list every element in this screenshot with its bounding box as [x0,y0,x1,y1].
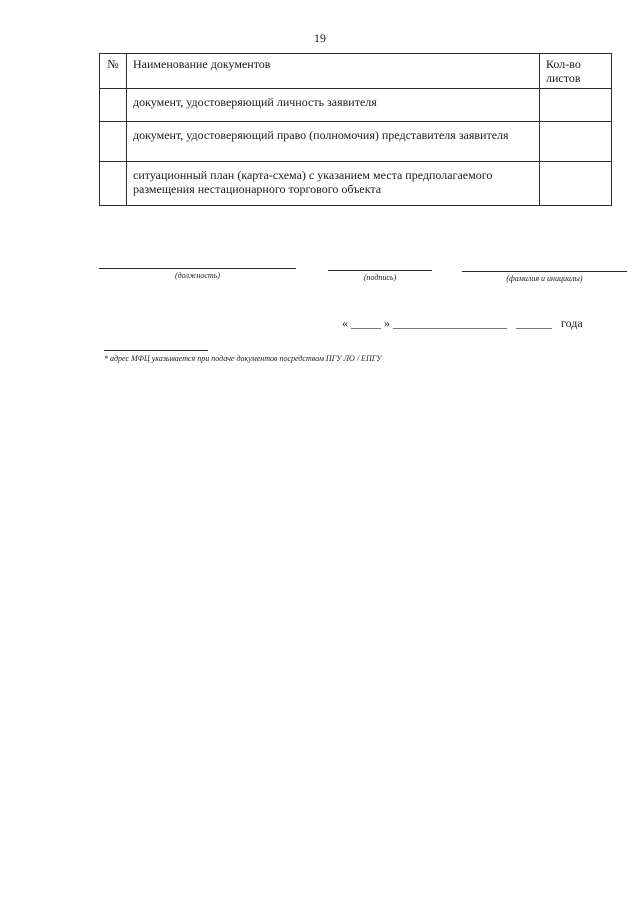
sheet-count-cell [540,122,612,162]
column-header-number: № [100,54,127,89]
date-day-blank: _____ [351,316,381,330]
date-close-quote: » [384,316,390,330]
date-month-blank: ___________________ [393,316,507,330]
row-number-cell [100,89,127,122]
footnote-text: * адрес МФЦ указывается при подаче документов посредством ПГУ ЛО / ЕПГУ [104,354,382,363]
sheet-count-cell [540,162,612,206]
page-number: 19 [314,31,326,45]
name-signature-line [462,271,627,272]
table-row [100,122,612,162]
name-caption: (фамилия и инициалы) [506,274,583,283]
signature-caption: (подпись) [363,273,397,282]
column-header-sheet-count: Кол-во листов [540,54,612,89]
document-name-cell: документ, удостоверяющий личность заявителя [127,89,540,122]
table-row [100,89,612,122]
sheet-count-cell [540,89,612,122]
column-header-document-name: Наименование документов [127,54,540,89]
date-row [342,316,583,331]
row-number-cell [100,162,127,206]
documents-table [99,53,612,206]
table-header-row [100,54,612,89]
document-name-cell: документ, удостоверяющий право (полномочия) представителя заявителя [127,122,540,162]
position-signature-line [99,268,296,269]
date-year-blank: ______ [516,316,552,330]
date-year-word: года [561,316,583,330]
row-number-cell [100,122,127,162]
document-name-cell: ситуационный план (карта-схема) с указанием места предполагаемого размещения нестационарного торгового объекта [127,162,540,206]
position-caption: (должность) [174,271,221,280]
table-row [100,162,612,206]
signature-line [328,270,432,271]
footnote-separator [104,350,208,351]
date-open-quote: « [342,316,348,330]
